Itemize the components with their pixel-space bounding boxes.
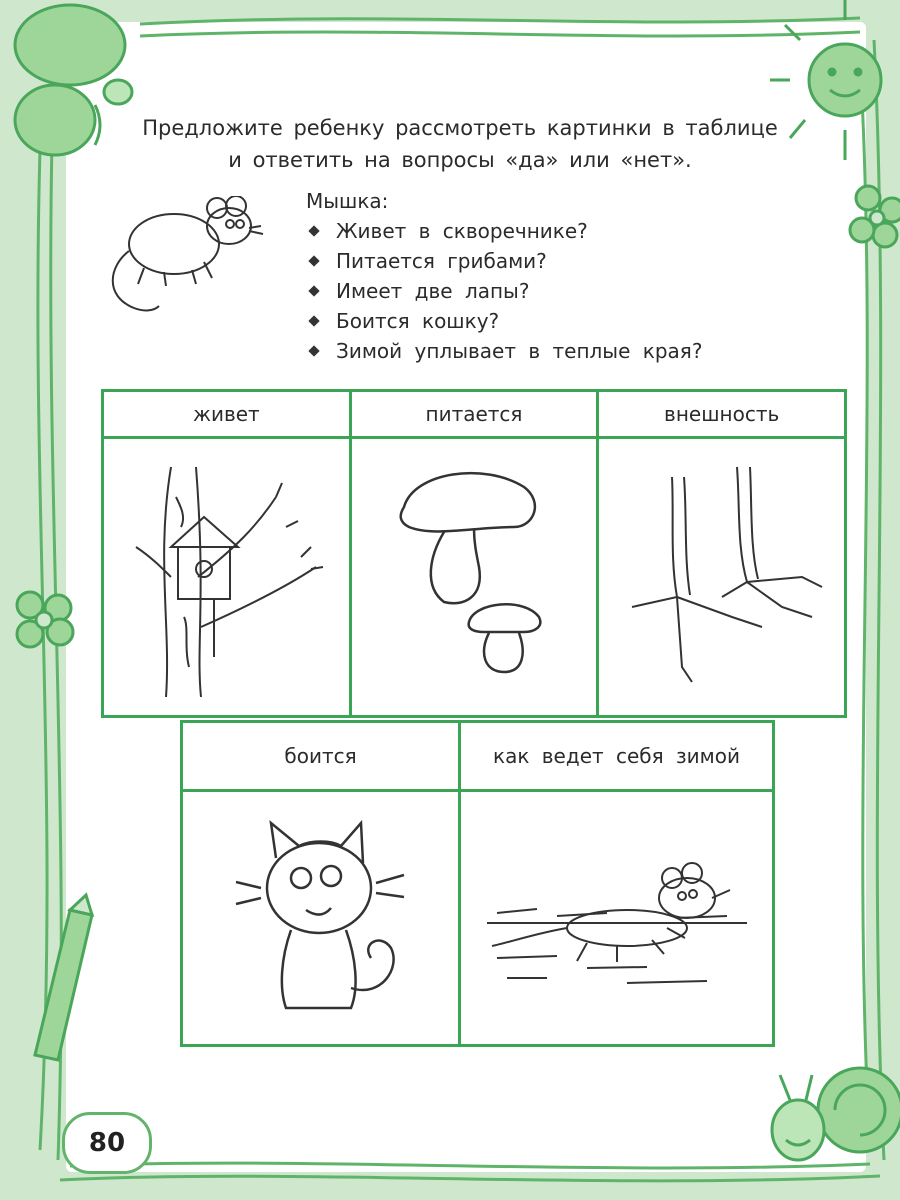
running-mouse-illustration — [477, 828, 757, 1008]
birdhouse-tree-illustration — [126, 457, 326, 697]
list-item — [306, 216, 786, 246]
instruction-text — [120, 112, 800, 176]
instruction-line-1: Предложите ребенку рассмотреть картинки в таблице — [142, 116, 778, 140]
question-text: Зимой уплывает в теплые края? — [336, 339, 703, 363]
header-lives: живет — [103, 391, 351, 438]
questions-title: Мышка: — [306, 189, 389, 213]
habits-table-top — [101, 389, 847, 718]
cat-illustration — [231, 818, 411, 1018]
list-item — [306, 336, 786, 366]
question-list — [306, 216, 786, 366]
header-winter-behavior: как ведет себя зимой — [460, 722, 774, 791]
mouse-illustration — [104, 196, 274, 316]
bullet-icon — [308, 285, 319, 296]
header-appearance: внешность — [598, 391, 846, 438]
header-eats: питается — [350, 391, 598, 438]
instruction-line-2: и ответить на вопросы «да» или «нет». — [228, 148, 692, 172]
question-text: Живет в скворечнике? — [336, 219, 588, 243]
bullet-icon — [308, 315, 319, 326]
birdhouse-tree-cell — [103, 438, 351, 717]
list-item — [306, 246, 786, 276]
header-afraid: боится — [182, 722, 460, 791]
bird-feet-cell — [598, 438, 846, 717]
mouse-questions — [306, 186, 786, 366]
question-text: Боится кошку? — [336, 309, 500, 333]
question-text: Имеет две лапы? — [336, 279, 530, 303]
bird-feet-illustration — [612, 457, 832, 697]
mushrooms-cell — [350, 438, 598, 717]
bullet-icon — [308, 255, 319, 266]
bullet-icon — [308, 345, 319, 356]
habits-table-bottom — [180, 720, 775, 1047]
question-text: Питается грибами? — [336, 249, 547, 273]
list-item — [306, 306, 786, 336]
mouse-winter-cell — [460, 791, 774, 1046]
bullet-icon — [308, 225, 319, 236]
cat-cell — [182, 791, 460, 1046]
list-item — [306, 276, 786, 306]
page-number: 80 — [62, 1112, 152, 1174]
mushrooms-illustration — [374, 457, 574, 697]
